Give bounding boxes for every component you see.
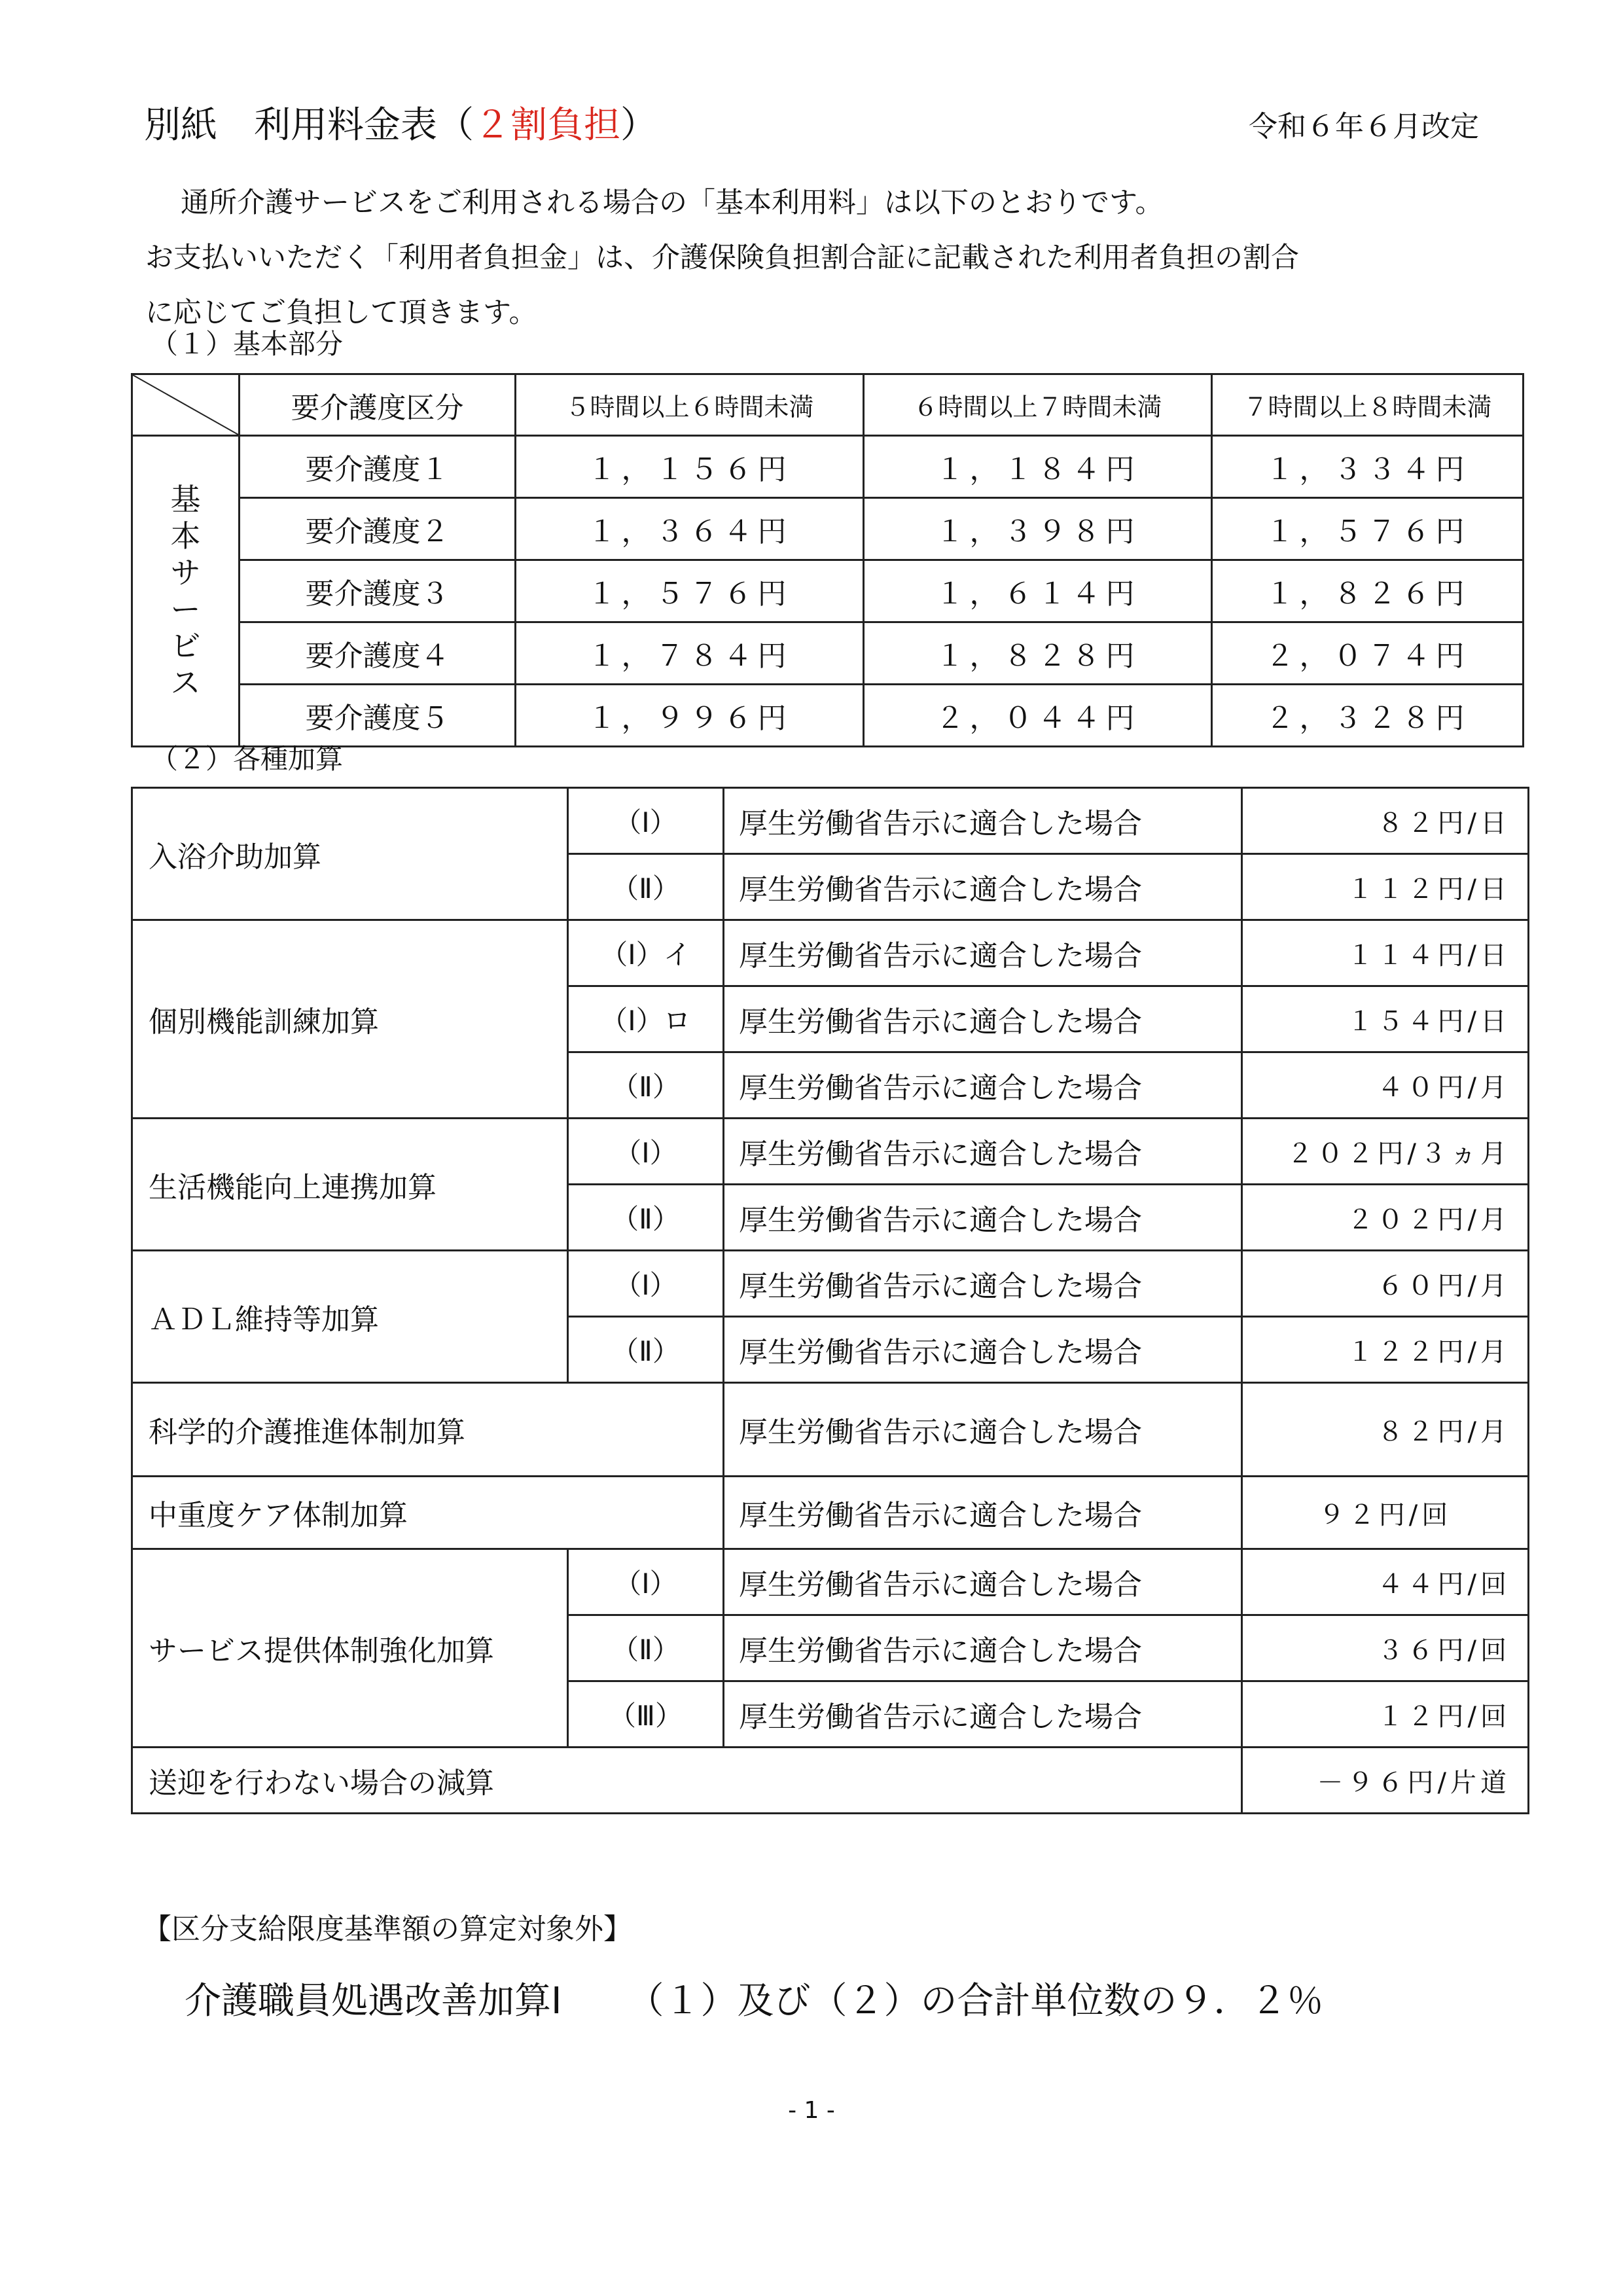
fee-cell: １，５７６円 xyxy=(1212,498,1524,560)
fee-cell: １，７８４円 xyxy=(516,622,864,685)
note-line xyxy=(185,1975,1324,2028)
fee-cell: ２，０７４円 xyxy=(1212,622,1524,685)
fee-cell: １，３３４円 xyxy=(1212,436,1524,498)
care-level: 要介護度４ xyxy=(240,622,516,685)
table-row xyxy=(132,1251,1529,1317)
addition-grade: （Ⅱ） xyxy=(568,1185,724,1251)
row-group-label: 基本サービス xyxy=(132,436,240,747)
title-prefix: 別紙 利用料金表（ xyxy=(144,104,474,147)
intro-text xyxy=(145,175,1493,340)
col-header-7-8h: ７時間以上８時間未満 xyxy=(1212,374,1524,436)
table-row xyxy=(132,560,1524,622)
addition-amount: ２０２円/月 xyxy=(1242,1185,1529,1251)
addition-name: 中重度ケア体制加算 xyxy=(132,1477,724,1549)
care-level: 要介護度５ xyxy=(240,685,516,747)
title-highlight: ２割負担 xyxy=(474,104,620,147)
addition-condition: 厚生労働省告示に適合した場合 xyxy=(724,1681,1242,1748)
table-row xyxy=(132,788,1529,854)
addition-name: サービス提供体制強化加算 xyxy=(132,1549,568,1748)
addition-amount: ８２円/日 xyxy=(1242,788,1529,854)
addition-condition: 厚生労働省告示に適合した場合 xyxy=(724,788,1242,854)
table-row xyxy=(132,498,1524,560)
addition-amount: １１４円/日 xyxy=(1242,920,1529,986)
care-level: 要介護度３ xyxy=(240,560,516,622)
note-item: 介護職員処遇改善加算Ⅰ xyxy=(185,1980,562,2022)
addition-name: 生活機能向上連携加算 xyxy=(132,1119,568,1251)
addition-amount: １５４円/日 xyxy=(1242,986,1529,1052)
fee-cell: １，９９６円 xyxy=(516,685,864,747)
addition-amount: ６０円/月 xyxy=(1242,1251,1529,1317)
table-row xyxy=(132,436,1524,498)
addition-grade: （Ⅰ） xyxy=(568,1119,724,1185)
addition-name: 送迎を行わない場合の減算 xyxy=(132,1748,1242,1814)
addition-amount: ９２円/回 xyxy=(1242,1477,1529,1549)
addition-amount: ４４円/回 xyxy=(1242,1549,1529,1615)
fee-cell: ２，３２８円 xyxy=(1212,685,1524,747)
table-row xyxy=(132,920,1529,986)
addition-condition: 厚生労働省告示に適合した場合 xyxy=(724,1383,1242,1477)
addition-grade: （Ⅰ）ロ xyxy=(568,986,724,1052)
addition-condition: 厚生労働省告示に適合した場合 xyxy=(724,854,1242,920)
addition-name: 科学的介護推進体制加算 xyxy=(132,1383,724,1477)
addition-grade: （Ⅲ） xyxy=(568,1681,724,1748)
section2-label: （２）各種加算 xyxy=(151,743,344,775)
fee-cell: １，８２６円 xyxy=(1212,560,1524,622)
table-header-row xyxy=(132,374,1524,436)
addition-amount: １１２円/日 xyxy=(1242,854,1529,920)
revision-date: 令和６年６月改定 xyxy=(1249,110,1479,143)
col-header-kubun: 要介護度区分 xyxy=(240,374,516,436)
additions-table xyxy=(131,787,1529,1814)
table-row xyxy=(132,685,1524,747)
addition-condition: 厚生労働省告示に適合した場合 xyxy=(724,1549,1242,1615)
addition-amount: １２円/回 xyxy=(1242,1681,1529,1748)
care-level: 要介護度２ xyxy=(240,498,516,560)
addition-condition: 厚生労働省告示に適合した場合 xyxy=(724,986,1242,1052)
table-row xyxy=(132,622,1524,685)
addition-grade: （Ⅰ）イ xyxy=(568,920,724,986)
basic-fee-table xyxy=(131,373,1524,747)
addition-condition: 厚生労働省告示に適合した場合 xyxy=(724,1477,1242,1549)
addition-condition: 厚生労働省告示に適合した場合 xyxy=(724,1185,1242,1251)
addition-amount: ３６円/回 xyxy=(1242,1615,1529,1681)
intro-line-1: 通所介護サービスをご利用される場合の「基本利用料」は以下のとおりです。 xyxy=(181,187,1164,219)
table-row xyxy=(132,1477,1529,1549)
page-title xyxy=(144,99,657,152)
addition-grade: （Ⅱ） xyxy=(568,1317,724,1383)
intro-line-3: に応じてご負担して頂きます。 xyxy=(145,296,537,329)
addition-condition: 厚生労働省告示に適合した場合 xyxy=(724,1317,1242,1383)
addition-grade: （Ⅱ） xyxy=(568,1615,724,1681)
table-row xyxy=(132,1119,1529,1185)
addition-amount: ４０円/月 xyxy=(1242,1052,1529,1119)
addition-condition: 厚生労働省告示に適合した場合 xyxy=(724,1119,1242,1185)
title-suffix: ） xyxy=(620,104,657,147)
addition-grade: （Ⅱ） xyxy=(568,1052,724,1119)
addition-amount: －９６円/片道 xyxy=(1242,1748,1529,1814)
addition-amount: ８２円/月 xyxy=(1242,1383,1529,1477)
fee-cell: １，８２８円 xyxy=(864,622,1212,685)
note-heading: 【区分支給限度基準額の算定対象外】 xyxy=(143,1912,632,1946)
note-detail: （１）及び（２）の合計単位数の９．２％ xyxy=(627,1980,1324,2022)
care-level: 要介護度１ xyxy=(240,436,516,498)
section1-label: （１）基本部分 xyxy=(151,328,344,360)
addition-grade: （Ⅱ） xyxy=(568,854,724,920)
addition-condition: 厚生労働省告示に適合した場合 xyxy=(724,1052,1242,1119)
fee-cell: １，３６４円 xyxy=(516,498,864,560)
fee-cell: １，５７６円 xyxy=(516,560,864,622)
intro-line-2: お支払いいただく「利用者負担金」は、介護保険負担割合証に記載された利用者負担の割合 xyxy=(145,242,1299,274)
addition-grade: （Ⅰ） xyxy=(568,788,724,854)
fee-cell: １，３９８円 xyxy=(864,498,1212,560)
fee-cell: １，６１４円 xyxy=(864,560,1212,622)
addition-amount: ２０２円/３ヵ月 xyxy=(1242,1119,1529,1185)
fee-cell: ２，０４４円 xyxy=(864,685,1212,747)
table-row xyxy=(132,1383,1529,1477)
col-header-6-7h: ６時間以上７時間未満 xyxy=(864,374,1212,436)
page-number: - 1 - xyxy=(788,2097,835,2124)
table-row xyxy=(132,1549,1529,1615)
addition-name: 個別機能訓練加算 xyxy=(132,920,568,1119)
fee-cell: １，１８４円 xyxy=(864,436,1212,498)
addition-name: 入浴介助加算 xyxy=(132,788,568,920)
addition-grade: （Ⅰ） xyxy=(568,1251,724,1317)
col-header-5-6h: ５時間以上６時間未満 xyxy=(516,374,864,436)
table-row xyxy=(132,1748,1529,1814)
addition-amount: １２２円/月 xyxy=(1242,1317,1529,1383)
addition-condition: 厚生労働省告示に適合した場合 xyxy=(724,1615,1242,1681)
addition-condition: 厚生労働省告示に適合した場合 xyxy=(724,920,1242,986)
addition-condition: 厚生労働省告示に適合した場合 xyxy=(724,1251,1242,1317)
fee-cell: １，１５６円 xyxy=(516,436,864,498)
addition-grade: （Ⅰ） xyxy=(568,1549,724,1615)
header xyxy=(144,99,1479,152)
addition-name: ＡＤＬ維持等加算 xyxy=(132,1251,568,1383)
diagonal-corner-cell xyxy=(132,374,240,436)
